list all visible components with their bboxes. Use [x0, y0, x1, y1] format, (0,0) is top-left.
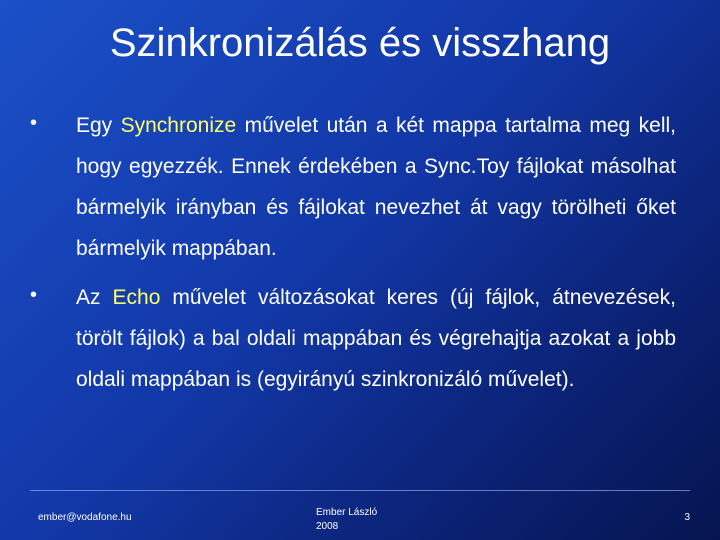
bullet-text-1-after: művelet után a két mappa tartalma meg kell, hogy egyezzék. Ennek érdekében a Sync.Toy fájlokat másolhat bármelyik irányban és fájlokat nevezhet át vagy törölheti őket bármelyik mappában.	[76, 114, 676, 260]
bullet-text-2-before: Az	[76, 286, 113, 309]
slide-title: Szinkronizálás és visszhang	[109, 21, 611, 65]
bullet-marker-2: •	[30, 284, 38, 306]
bullet-text-1-highlight: Synchronize	[120, 114, 237, 137]
footer-year: 2008	[316, 521, 339, 532]
bullet-text-2-after: művelet változásokat keres (új fájlok, átnevezések, törölt fájlok) a bal oldali mappában és végrehajtja azokat a jobb oldali mappában is (egyirányú szinkronizáló művelet).	[76, 286, 676, 391]
bullet-text-2	[76, 277, 676, 400]
footer-email: ember@vodafone.hu	[38, 512, 132, 523]
footer-author: Ember László	[316, 507, 378, 518]
bullet-text-1-before: Egy	[76, 114, 121, 137]
bullet-text-2-highlight: Echo	[112, 286, 161, 309]
bullet-text-1	[76, 105, 676, 269]
bullet-marker-1: •	[30, 112, 38, 134]
footer-divider	[30, 490, 690, 491]
page-number: 3	[684, 512, 690, 523]
footer-author-block	[316, 506, 377, 534]
